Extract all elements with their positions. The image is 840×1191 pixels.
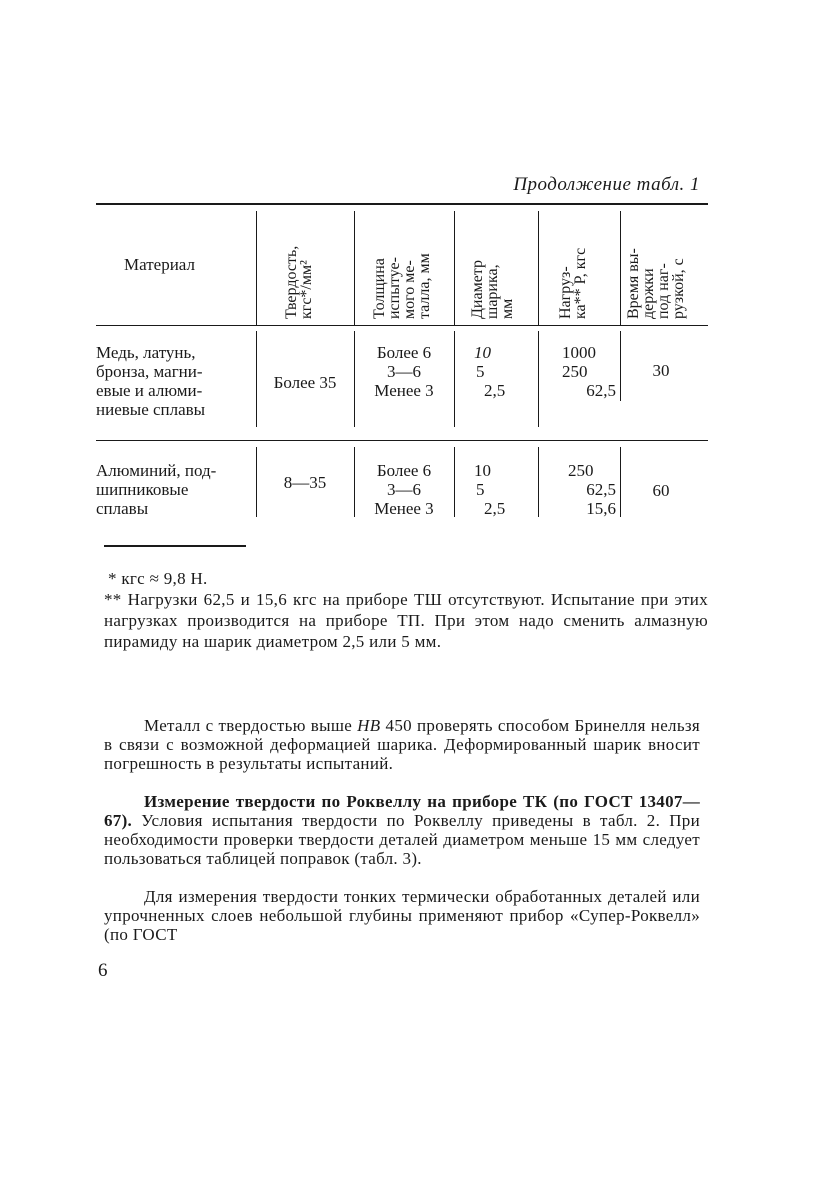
column-divider bbox=[454, 447, 455, 517]
table-row-1-hold-time: 30 bbox=[652, 361, 670, 380]
paragraph-rockwell: Измерение твердости по Роквеллу на приборе ТК (по ГОСТ 13407—67). Условия испытания твердости по Роквеллу приведены в табл. 2. При необходимости проверки твердости деталей диаметром меньше 15 мм следует пользоваться таблицей поправок (табл. 3). bbox=[104, 792, 700, 868]
header-thickness: Толщина испытуе- мого ме- талла, мм bbox=[371, 253, 433, 319]
column-divider bbox=[620, 211, 621, 325]
header-ball-diameter: Диаметр шарика, мм bbox=[469, 260, 516, 319]
footnote-2: ** Нагрузки 62,5 и 15,6 кгс на приборе ТШ отсутствуют. Испытание при этих нагрузках производится на приборе ТП. При этом надо сменить алмазную пирамиду на шарик диаметром 2,5 или 5 мм. bbox=[104, 590, 708, 651]
table-row-1-material: Медь, латунь, бронза, магни- евые и алюми- ниевые сплавы bbox=[96, 343, 206, 419]
table-row-1-load: 1000 250 62,5 bbox=[562, 343, 616, 400]
table-row-1-diameter: 10 5 2,5 bbox=[474, 343, 506, 400]
table-row-divider bbox=[96, 440, 708, 441]
header-material: Материал bbox=[124, 255, 195, 274]
header-hold-time: Время вы- держки под наг- рузкой, с bbox=[625, 248, 687, 319]
table-row-2-hold-time: 60 bbox=[652, 481, 670, 500]
table-row-1-thickness: Более 6 3—6 Менее 3 bbox=[374, 343, 434, 400]
table-row-2-load: 250 62,5 15,6 bbox=[568, 461, 616, 518]
column-divider bbox=[454, 331, 455, 427]
column-divider bbox=[538, 447, 539, 517]
column-divider bbox=[454, 211, 455, 325]
column-divider bbox=[354, 331, 355, 427]
footnote-rule bbox=[104, 545, 246, 547]
table-row-1-hardness: Более 35 bbox=[273, 373, 337, 392]
page-number: 6 bbox=[98, 960, 108, 981]
paragraph-brinell: Металл с твердостью выше НВ 450 проверять способом Бринелля нельзя в связи с возможной деформацией шарика. Деформированный шарик вносит погрешность в результаты испытаний. bbox=[104, 716, 701, 773]
column-divider bbox=[354, 447, 355, 517]
table-row-2-hardness: 8—35 bbox=[283, 473, 327, 492]
column-divider bbox=[620, 331, 621, 401]
footnote-1: * кгс ≈ 9,8 Н. bbox=[108, 569, 208, 588]
column-divider bbox=[538, 211, 539, 325]
hardness-table bbox=[96, 203, 708, 523]
header-load: Нагруз- ка** P, кгс bbox=[557, 247, 589, 319]
paragraph-super-rockwell: Для измерения твердости тонких термически обработанных деталей или упрочненных слоев небольшой глубины применяют прибор «Супер-Роквелл» (по ГОСТ bbox=[104, 887, 700, 944]
table-row-2-material: Алюминий, под- шипниковые сплавы bbox=[96, 461, 217, 518]
column-divider bbox=[256, 211, 257, 325]
table-top-rule bbox=[96, 203, 708, 205]
table-caption: Продолжение табл. 1 bbox=[513, 174, 700, 195]
column-divider bbox=[538, 331, 539, 427]
column-divider bbox=[620, 447, 621, 517]
table-row-2-diameter: 10 5 2,5 bbox=[474, 461, 506, 518]
table-header-rule bbox=[96, 325, 708, 326]
header-hardness: Твердость, кгс*/мм² bbox=[283, 245, 315, 319]
column-divider bbox=[354, 211, 355, 325]
table-row-2-thickness: Более 6 3—6 Менее 3 bbox=[374, 461, 434, 518]
